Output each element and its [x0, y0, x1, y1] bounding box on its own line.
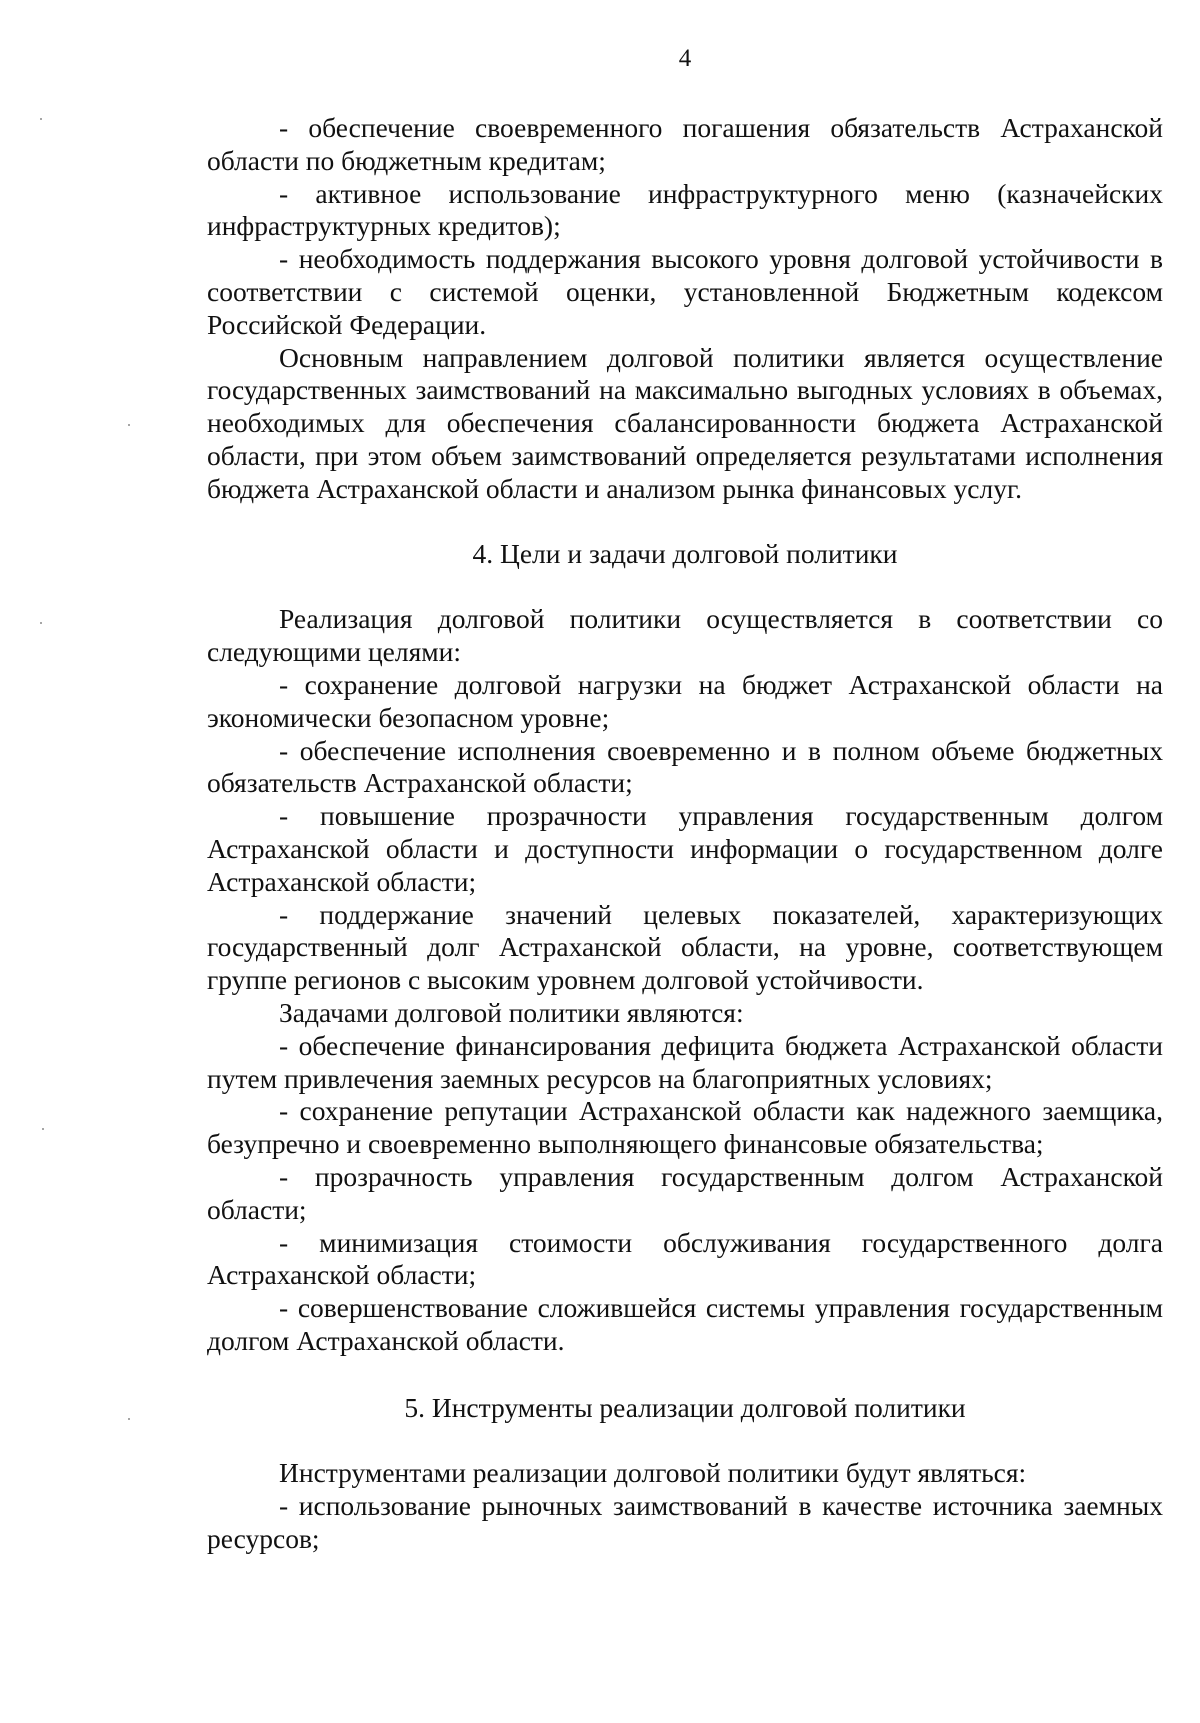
- scan-speck: [128, 424, 130, 426]
- paragraph: Задачами долговой политики являются:: [279, 996, 744, 1028]
- list-item: - совершенствование сложившейся системы управления государственным долгом Астраханской области.: [207, 1292, 1163, 1356]
- paragraph: Инструментами реализации долговой политики будут являться:: [279, 1457, 1027, 1489]
- section-heading-4: 4. Цели и задачи долговой политики: [472, 537, 898, 569]
- list-item: - использование рыночных заимствований в качестве источника заемных ресурсов;: [207, 1490, 1163, 1555]
- scan-speck: [128, 1418, 130, 1420]
- list-item: - сохранение репутации Астраханской области как надежного заемщика, безупречно и своевременно выполняющего финансовые обязательства;: [207, 1095, 1163, 1160]
- paragraph: - необходимость поддержания высокого уровня долговой устойчивости в соответствии с системой оценки, установленной Бюджетным кодексом Российской Федерации.: [207, 243, 1163, 340]
- list-item: - минимизация стоимости обслуживания государственного долга Астраханской области;: [207, 1226, 1163, 1291]
- list-item: - обеспечение финансирования дефицита бюджета Астраханской области путем привлечения заемных ресурсов на благоприятных условиях;: [207, 1029, 1163, 1094]
- paragraph: - активное использование инфраструктурного меню (казначейских инфраструктурных кредитов);: [207, 177, 1163, 242]
- scan-speck: [40, 118, 42, 120]
- scan-speck: [42, 1128, 44, 1130]
- section-heading-5: 5. Инструменты реализации долговой политики: [404, 1391, 966, 1423]
- list-item: - сохранение долговой нагрузки на бюджет Астраханской области на экономически безопасном уровне;: [207, 668, 1163, 733]
- list-item: - поддержание значений целевых показателей, характеризующих государственный долг Астраханской области, на уровне, соответствующем группе регионов с высоким уровнем долговой устойчивости.: [207, 898, 1163, 996]
- list-item: - повышение прозрачности управления государственным долгом Астраханской области и доступности информации о государственном долге Астраханской области;: [207, 800, 1163, 897]
- paragraph: Основным направлением долговой политики является осуществление государственных заимствований на максимально выгодных условиях в объемах, необходимых для обеспечения сбалансированности бюджета Астраханской области, при этом объем заимствований определяется результатами исполнения бюджета Астраханской области и анализом рынка финансовых услуг.: [207, 341, 1163, 504]
- list-item: - обеспечение исполнения своевременно и в полном объеме бюджетных обязательств Астраханской области;: [207, 734, 1163, 799]
- paragraph: Реализация долговой политики осуществляется в соответствии со следующими целями:: [207, 603, 1163, 668]
- list-item: - прозрачность управления государственным долгом Астраханской области;: [207, 1160, 1163, 1225]
- scan-speck: [40, 622, 42, 624]
- document-body: [207, 112, 1163, 1556]
- paragraph: - обеспечение своевременного погашения обязательств Астраханской области по бюджетным кредитам;: [207, 112, 1163, 176]
- page-number: 4: [678, 45, 692, 72]
